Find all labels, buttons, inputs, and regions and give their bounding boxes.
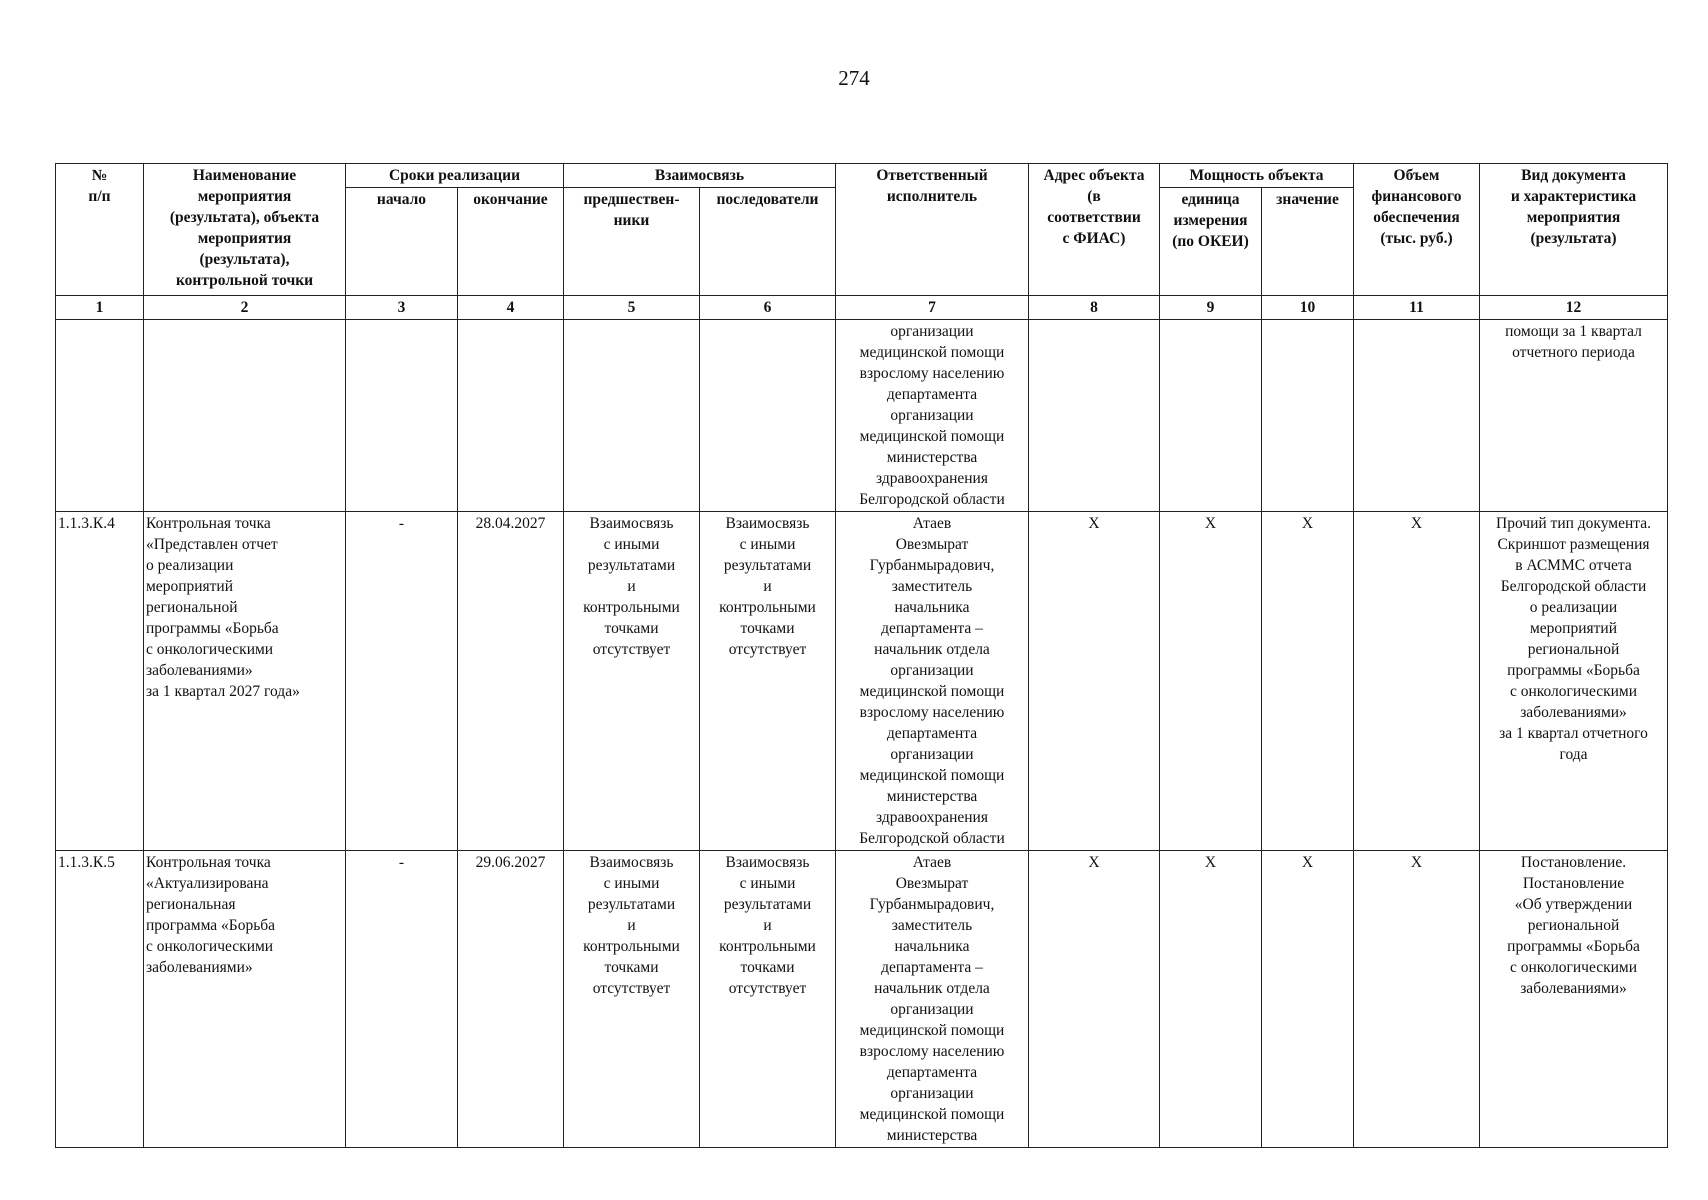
column-number: 3 — [346, 296, 458, 320]
header-successors: последователи — [700, 188, 836, 296]
row-value — [1262, 320, 1354, 512]
header-address: Адрес объекта (в соответствии с ФИАС) — [1029, 164, 1160, 296]
row-address: X — [1029, 851, 1160, 1148]
row-responsible: Атаев Овезмырат Гурбанмырадович, заместитель начальника департамента – начальник отдела организации медицинской помощи взрослому населению департамента организации медицинской помощи министерства здравоохранения Белгородской области — [836, 512, 1029, 851]
row-successors: Взаимосвязь с иными результатами и контрольными точками отсутствует — [700, 851, 836, 1148]
row-start: - — [346, 851, 458, 1148]
column-number: 9 — [1160, 296, 1262, 320]
row-name: Контрольная точка «Актуализирована региональная программа «Борьба с онкологическими заболеваниями» — [144, 851, 346, 1148]
header-end: окончание — [458, 188, 564, 296]
header-start: начало — [346, 188, 458, 296]
row-end — [458, 320, 564, 512]
column-number: 5 — [564, 296, 700, 320]
row-successors: Взаимосвязь с иными результатами и контрольными точками отсутствует — [700, 512, 836, 851]
column-number: 8 — [1029, 296, 1160, 320]
row-unit: X — [1160, 512, 1262, 851]
row-code: 1.1.3.К.4 — [56, 512, 144, 851]
column-number: 12 — [1480, 296, 1668, 320]
row-start — [346, 320, 458, 512]
row-value: X — [1262, 851, 1354, 1148]
row-document: Прочий тип документа. Скриншот размещения в АСММС отчета Белгородской области о реализации мероприятий региональной программы «Борьба с онкологическими заболеваниями» за 1 квартал отчетного года — [1480, 512, 1668, 851]
row-successors — [700, 320, 836, 512]
row-unit: X — [1160, 851, 1262, 1148]
row-finance: X — [1354, 512, 1480, 851]
column-number: 7 — [836, 296, 1029, 320]
column-number: 2 — [144, 296, 346, 320]
row-predecessors: Взаимосвязь с иными результатами и контрольными точками отсутствует — [564, 851, 700, 1148]
column-number: 10 — [1262, 296, 1354, 320]
row-name: Контрольная точка «Представлен отчет о реализации мероприятий региональной программы «Борьба с онкологическими заболеваниями» за 1 квартал 2027 года» — [144, 512, 346, 851]
header-predecessors: предшествен- ники — [564, 188, 700, 296]
row-document: помощи за 1 квартал отчетного периода — [1480, 320, 1668, 512]
row-code — [56, 320, 144, 512]
row-finance: X — [1354, 851, 1480, 1148]
row-responsible: Атаев Овезмырат Гурбанмырадович, заместитель начальника департамента – начальник отдела организации медицинской помощи взрослому населению департамента организации медицинской помощи министерства — [836, 851, 1029, 1148]
plan-table — [55, 163, 1668, 1148]
table-row — [56, 512, 1668, 851]
header-value: значение — [1262, 188, 1354, 296]
header-finance: Объем финансового обеспечения (тыс. руб.) — [1354, 164, 1480, 296]
header-unit: единица измерения (по ОКЕИ) — [1160, 188, 1262, 296]
page-number: 274 — [838, 66, 870, 90]
row-predecessors — [564, 320, 700, 512]
header-row — [56, 164, 1668, 188]
row-name — [144, 320, 346, 512]
row-unit — [1160, 320, 1262, 512]
table-row — [56, 320, 1668, 512]
row-address — [1029, 320, 1160, 512]
table-row — [56, 851, 1668, 1148]
row-finance — [1354, 320, 1480, 512]
row-document: Постановление. Постановление «Об утверждении региональной программы «Борьба с онкологическими заболеваниями» — [1480, 851, 1668, 1148]
header-terms: Сроки реализации — [346, 164, 564, 188]
header-responsible: Ответственный исполнитель — [836, 164, 1029, 296]
row-responsible: организации медицинской помощи взрослому населению департамента организации медицинской помощи министерства здравоохранения Белгородской области — [836, 320, 1029, 512]
column-number-row — [56, 296, 1668, 320]
header-relations: Взаимосвязь — [564, 164, 836, 188]
row-predecessors: Взаимосвязь с иными результатами и контрольными точками отсутствует — [564, 512, 700, 851]
header-number: № п/п — [56, 164, 144, 296]
column-number: 1 — [56, 296, 144, 320]
header-name: Наименование мероприятия (результата), объекта мероприятия (результата), контрольной точки — [144, 164, 346, 296]
row-start: - — [346, 512, 458, 851]
row-address: X — [1029, 512, 1160, 851]
column-number: 11 — [1354, 296, 1480, 320]
header-capacity: Мощность объекта — [1160, 164, 1354, 188]
column-number: 6 — [700, 296, 836, 320]
row-end: 28.04.2027 — [458, 512, 564, 851]
row-code: 1.1.3.К.5 — [56, 851, 144, 1148]
row-value: X — [1262, 512, 1354, 851]
row-end: 29.06.2027 — [458, 851, 564, 1148]
column-number: 4 — [458, 296, 564, 320]
header-document: Вид документа и характеристика мероприятия (результата) — [1480, 164, 1668, 296]
